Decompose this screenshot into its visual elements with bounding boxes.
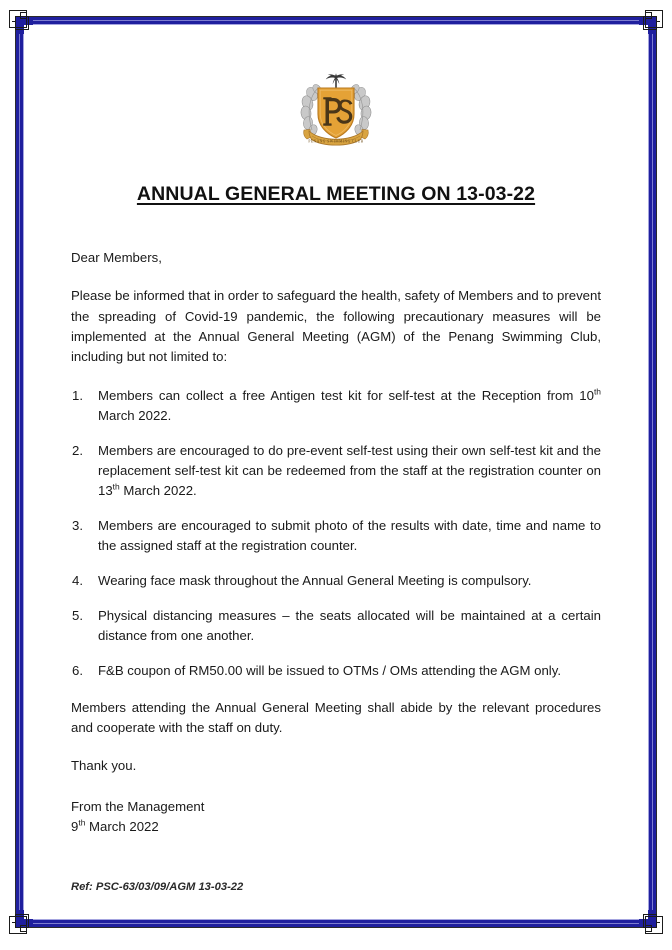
list-item-text: Members are encouraged to do pre-event self-test using their own self-test kit and the replacement self-test kit can be redeemed from the staff at the registration counter on 13 xyxy=(98,442,601,498)
list-item-text-after: March 2022. xyxy=(98,407,172,423)
list-item-superscript: th xyxy=(593,386,601,397)
signoff-from: From the Management xyxy=(71,798,205,814)
list-item xyxy=(71,661,601,681)
signoff-date xyxy=(71,817,601,837)
list-item xyxy=(71,571,601,591)
reference-line: Ref: PSC-63/03/09/AGM 13-03-22 xyxy=(71,880,244,893)
list-item-number: 4. xyxy=(72,573,83,589)
closing-paragraph: Members attending the Annual General Meeting shall abide by the relevant procedures and cooperate with the staff on duty. xyxy=(71,700,601,736)
list-item-number: 1. xyxy=(72,387,83,403)
list-item-text: Physical distancing measures – the seats allocated will be maintained at a certain distance from one another. xyxy=(98,608,601,644)
signoff-date-superscript: th xyxy=(78,817,86,828)
corner-knot-bottom-left-icon xyxy=(9,908,35,934)
list-item-text: Wearing face mask throughout the Annual General Meeting is compulsory. xyxy=(98,573,532,589)
list-item xyxy=(71,441,601,501)
signoff-block xyxy=(71,797,601,837)
thanks-line: Thank you. xyxy=(71,757,137,773)
list-item-number: 3. xyxy=(72,518,83,534)
list-item xyxy=(71,516,601,556)
corner-knot-bottom-right-icon xyxy=(637,908,663,934)
penang-swimming-club-crest-icon xyxy=(290,68,382,154)
list-item-text: Members can collect a free Antigen test kit for self-test at the Reception from 10 xyxy=(98,387,594,403)
signoff-date-day: 9 xyxy=(71,818,79,834)
list-item xyxy=(71,606,601,646)
list-item-number: 2. xyxy=(72,442,83,458)
svg-text:PENANG SWIMMING CLUB: PENANG SWIMMING CLUB xyxy=(308,139,364,144)
list-item-number: 5. xyxy=(72,608,83,624)
border-hairline-bottom xyxy=(19,923,653,924)
list-item-text-after: March 2022. xyxy=(119,482,197,498)
crest-container xyxy=(0,0,672,159)
list-item-text: Members are encouraged to submit photo of the results with date, time and name to the assigned staff at the registration counter. xyxy=(98,518,601,554)
measures-list xyxy=(71,386,601,682)
intro-paragraph: Please be informed that in order to safeguard the health, safety of Members and to prevent the spreading of Covid-19 pandemic, the following precautionary measures will be implemented at the Annual General Meeting (AGM) of the Penang Swimming Club, including but not limited to: xyxy=(71,288,602,364)
signoff-date-rest: March 2022 xyxy=(85,818,159,834)
letter-body xyxy=(71,248,601,893)
list-item-number: 6. xyxy=(72,663,83,679)
salutation: Dear Members, xyxy=(71,250,162,265)
list-item-text: F&B coupon of RM50.00 will be issued to OTMs / OMs attending the AGM only. xyxy=(98,663,561,679)
list-item xyxy=(71,386,601,426)
list-item-superscript: th xyxy=(112,481,120,492)
page-title xyxy=(0,183,672,206)
page-title-text: ANNUAL GENERAL MEETING ON 13-03-22 xyxy=(136,183,536,205)
